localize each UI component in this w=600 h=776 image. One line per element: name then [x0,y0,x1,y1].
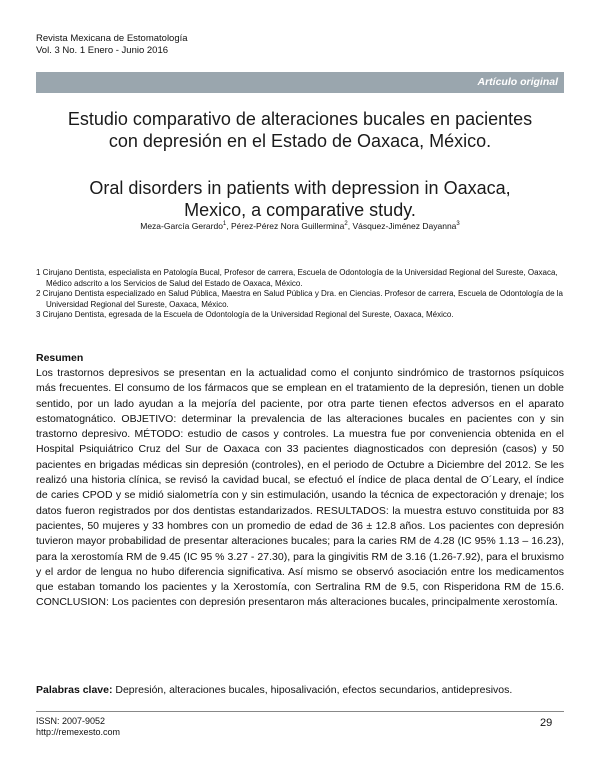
authors-line: Meza-García Gerardo$^1$, Pérez-Pérez Nora Guillermina$^2$, Vásquez-Jiménez Dayanna$^3$ [140,221,460,231]
keywords-line [36,684,576,696]
author-sup: 2 [344,221,348,228]
footer [36,716,120,738]
affiliations [36,268,564,321]
affiliation-item: 3 Cirujano Dentista, egresada de la Escuela de Odontología de la Universidad Regional del Sureste, Oaxaca, México. [36,310,454,319]
keywords-label: Palabras clave: [36,684,113,696]
author-sup: 1 [222,221,227,228]
footer-divider [36,711,564,712]
journal-issue: Vol. 3 No. 1 Enero - Junio 2016 [36,45,169,56]
title-english [36,177,564,221]
title-spanish-line: con depresión en el Estado de Oaxaca, México. [108,131,492,151]
journal-name: Revista Mexicana de Estomatología [36,33,188,44]
title-spanish-line: Estudio comparativo de alteraciones bucales en pacientes [67,109,533,129]
issn-text: ISSN: 2007-9052 [36,716,106,726]
affiliation-item: 2 Cirujano Dentista especializado en Salud Pública, Maestra en Salud Pública y Dra. en Ciencias. Profesor de carrera, Escuela de Odontología de la Universidad Regional del Sureste, Oaxaca, México. [36,289,563,309]
keywords-text: Depresión, alteraciones bucales, hiposalivación, efectos secundarios, antidepresivos. [112,684,513,696]
affiliation-item: 1 Cirujano Dentista, especialista en Patología Bucal, Profesor de carrera, Escuela de Odontología de la Universidad Regional del Sureste, Oaxaca, Médico adscrito a los Servicios de Salud del Estado de Oaxaca, México. [36,268,558,288]
author-name: Pérez-Pérez Nora Guillermina [231,221,345,231]
journal-url-link[interactable]: http://remexesto.com [36,727,121,737]
abstract-section [36,351,564,611]
abstract-heading: Resumen [36,352,84,364]
author-sup: 3 [456,221,460,228]
title-spanish [36,108,564,152]
author-name: Vásquez-Jiménez Dayanna [352,221,457,231]
section-banner: Artículo original [36,72,564,93]
abstract-text: Los trastornos depresivos se presentan en la actualidad como el conjunto sindrómico de trastornos psíquicos más frecuentes. El consumo de los fármacos que se emplean en el tratamiento de la depresión, tienen un doble sentido, por un lado ayudan a la mejoría del paciente, por otra parte tienen efectos adversos en el aparato estomatognático. OBJETIVO: determinar la prevalencia de las alteraciones bucales en pacientes con y sin trastorno depresivo. MÉTODO: estudio de casos y controles. La muestra fue por conveniencia obtenida en el Hospital Psiquiátrico Cruz del Sur de Oaxaca con 33 pacientes diagnosticados con depresión (casos) y 50 pacientes en brigadas médicas sin depresión (controles), en el periodo de Octubre a Diciembre del 2012. Se les realizó una historia clínica, se revisó la cavidad bucal, se efectuó el índice de placa dental de O´Leary, el índice de caries CPOD y se midió sialometría con y sin estimulación, usando la técnica de expectoración y drenaje; los datos fueron registrados por dos dentistas estandarizados. RESULTADOS: la muestra estuvo constituida por 83 pacientes, 50 mujeres y 33 hombres con un promedio de edad de 36 ± 12.8 años. Los pacientes con depresión tuvieron mayor probabilidad de presentar alteraciones bucales; para la caries RM de 4.28 (IC 95% 1.13 – 16.23), para la xerostomía RM de 9.45 (IC 95 % 3.27 - 27.30), para la gingivitis RM de 3.16 (1.26-7.92), para el bruxismo y el ardor de lengua no hubo diferencia significativa. Así mismo se observó asociación entre los medicamentos que estaban tomando los pacientes y la Xerostomía, con Sertralina RM de 9.5, con Risperidona RM de 15.6. CONCLUSION: Los pacientes con depresión presentaron más alteraciones bucales, principalmente xerostomía. [36,367,564,609]
page-number: 29 [540,717,553,729]
title-english-line: Mexico, a comparative study. [184,200,416,220]
author-name: Meza-García Gerardo [140,221,223,231]
journal-header [36,33,188,57]
title-english-line: Oral disorders in patients with depression in Oaxaca, [89,178,511,198]
